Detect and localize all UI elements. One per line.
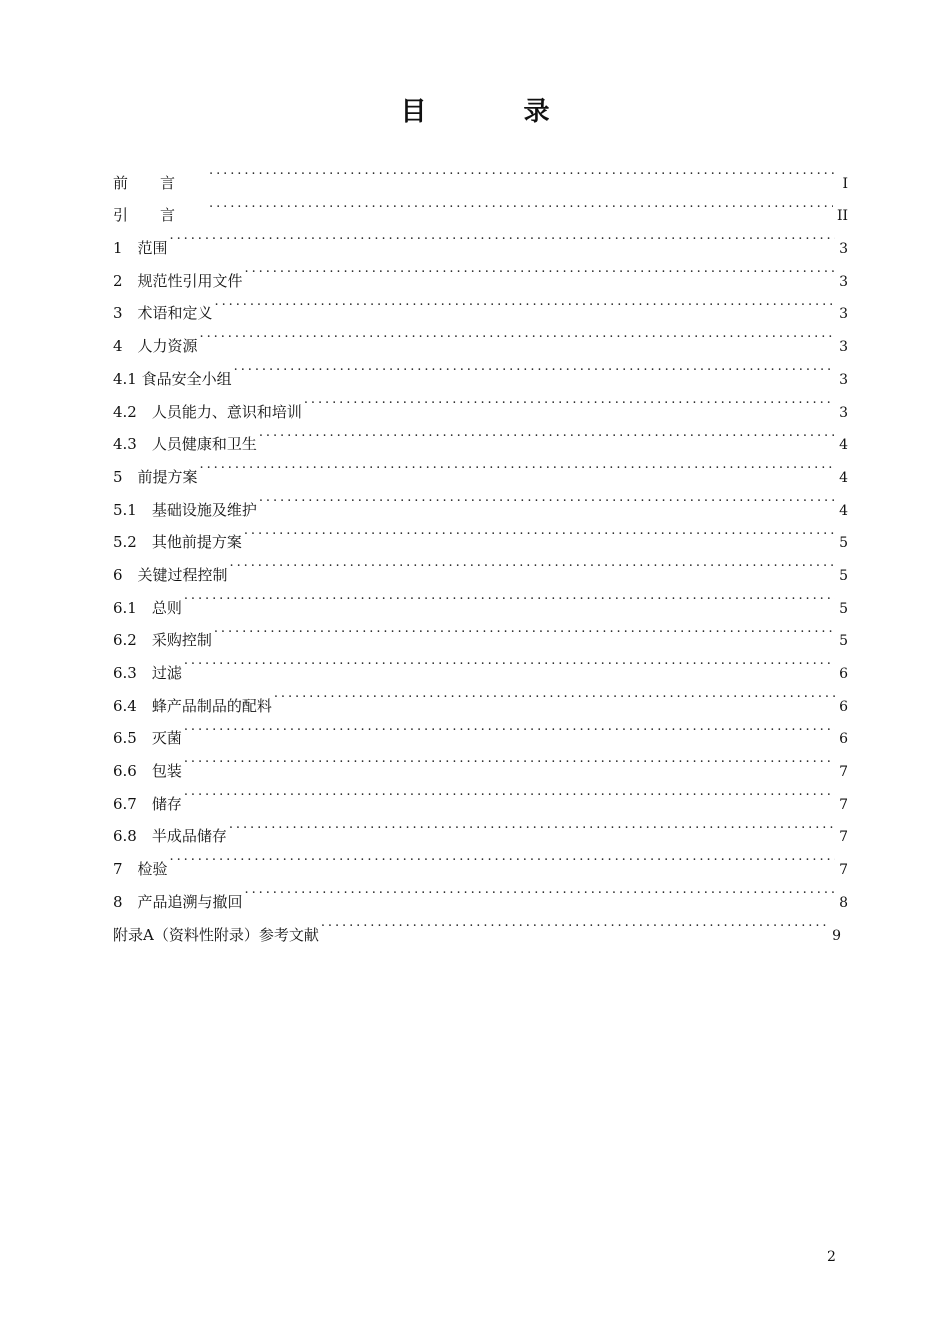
toc-entry[interactable] [113,286,848,323]
toc-entry-label: 6.4 蜂产品制品的配料 [113,696,272,715]
toc-dot-leader [184,776,835,809]
toc-entry-label: 引言 [113,206,208,225]
toc-entry[interactable] [113,743,848,781]
page-number: 2 [827,1249,836,1265]
toc-entry[interactable] [113,776,848,813]
toc-entry-page: 5 [839,633,848,650]
toc-entry[interactable] [113,155,848,192]
toc-dot-leader [304,384,835,417]
toc-entry-label: 6.5 灭菌 [113,729,182,748]
toc-entry-page: 7 [839,829,848,846]
toc-entry-label: 7 检验 [113,860,168,879]
toc-entry[interactable] [113,645,848,682]
toc-entry-label: 前言 [113,173,208,192]
toc-entry[interactable] [113,449,848,486]
toc-entry[interactable] [113,580,848,617]
toc-entry-label: 6.7 储存 [113,794,182,813]
toc-entry-label: 6.2 采购控制 [113,631,212,650]
toc-entry-page: II [836,208,848,225]
toc-entry-page: 6 [839,698,848,715]
toc-entry[interactable] [113,220,848,258]
toc-dot-leader [230,547,836,580]
toc-entry-page: 7 [839,764,848,781]
toc-entry[interactable] [113,874,848,911]
toc-dot-leader [229,809,835,842]
toc-title: 目 录 [400,97,594,127]
toc-dot-leader [259,482,835,515]
toc-entry-page: 8 [839,894,848,911]
toc-dot-leader [274,678,835,711]
toc-entry-label: 1 范围 [113,239,168,258]
toc-entry-page: 7 [839,862,848,879]
toc-entry[interactable] [113,188,848,225]
toc-entry-label: 6.3 过滤 [113,664,182,682]
toc-entry[interactable] [113,711,848,748]
toc-dot-leader [215,286,836,319]
toc-entry-label: 4.2 人员能力、意识和培训 [113,402,302,421]
toc-entry-label: 5 前提方案 [113,467,198,486]
table-of-contents [113,155,848,944]
toc-entry[interactable] [113,678,848,715]
toc-dot-leader [245,253,836,286]
toc-entry-page: 4 [839,469,848,486]
toc-entry-page: 3 [839,371,848,388]
toc-entry-label: 附录A（资料性附录）参考文献 [113,925,319,944]
toc-dot-leader [170,220,836,253]
toc-entry-page: 5 [839,535,848,552]
toc-entry-label: 6.6 包装 [113,762,182,781]
toc-dot-leader [200,318,836,351]
toc-dot-leader [244,515,835,548]
toc-entry-page: 3 [839,241,848,258]
toc-entry-page: 3 [839,273,848,290]
toc-entry-label: 4 人力资源 [113,337,198,356]
toc-dot-leader [245,874,836,907]
toc-dot-leader [184,580,835,613]
toc-dot-leader [214,613,835,646]
toc-entry-label: 5.1 基础设施及维护 [113,500,257,519]
toc-dot-leader [184,711,835,744]
toc-entry-page: 6 [839,666,848,682]
toc-entry-page: 6 [839,731,848,748]
toc-dot-leader [259,417,835,450]
toc-entry-label: 3 术语和定义 [113,304,213,323]
toc-entry-label: 2 规范性引用文件 [113,271,243,290]
toc-dot-leader [184,645,835,678]
toc-dot-leader [234,351,835,384]
toc-entry[interactable] [113,841,848,879]
toc-entry-page: 7 [839,796,848,813]
toc-entry-page: 3 [839,404,848,421]
toc-entry-page: 4 [839,502,848,519]
toc-entry-label: 6.1 总则 [113,598,182,617]
toc-dot-leader [200,449,836,482]
toc-dot-leader [184,743,835,776]
toc-entry-label: 6 关键过程控制 [113,565,228,584]
toc-entry[interactable] [113,253,848,290]
toc-dot-leader [209,188,833,221]
toc-entry-label: 8 产品追溯与撤回 [113,892,243,911]
toc-entry-page: 4 [839,437,848,454]
toc-entry-page: 3 [839,306,848,323]
toc-entry-label: 6.8 半成品储存 [113,827,227,846]
toc-entry-page: 5 [839,600,848,617]
toc-entry[interactable] [113,613,848,650]
toc-entry-page: I [842,175,848,192]
toc-entry-label: 4.3 人员健康和卫生 [113,435,257,454]
toc-entry-label: 4.1 食品安全小组 [113,369,232,388]
toc-entry-page: 3 [839,339,848,356]
toc-entry-page: 9 [832,927,841,944]
toc-dot-leader [321,907,828,940]
toc-entry[interactable] [113,318,848,356]
toc-entry-label: 5.2 其他前提方案 [113,533,242,552]
toc-entry-page: 5 [839,567,848,584]
toc-dot-leader [209,155,838,188]
toc-entry[interactable] [113,809,848,846]
toc-entry[interactable] [113,351,848,388]
toc-entry[interactable] [113,482,848,519]
toc-dot-leader [170,841,836,874]
